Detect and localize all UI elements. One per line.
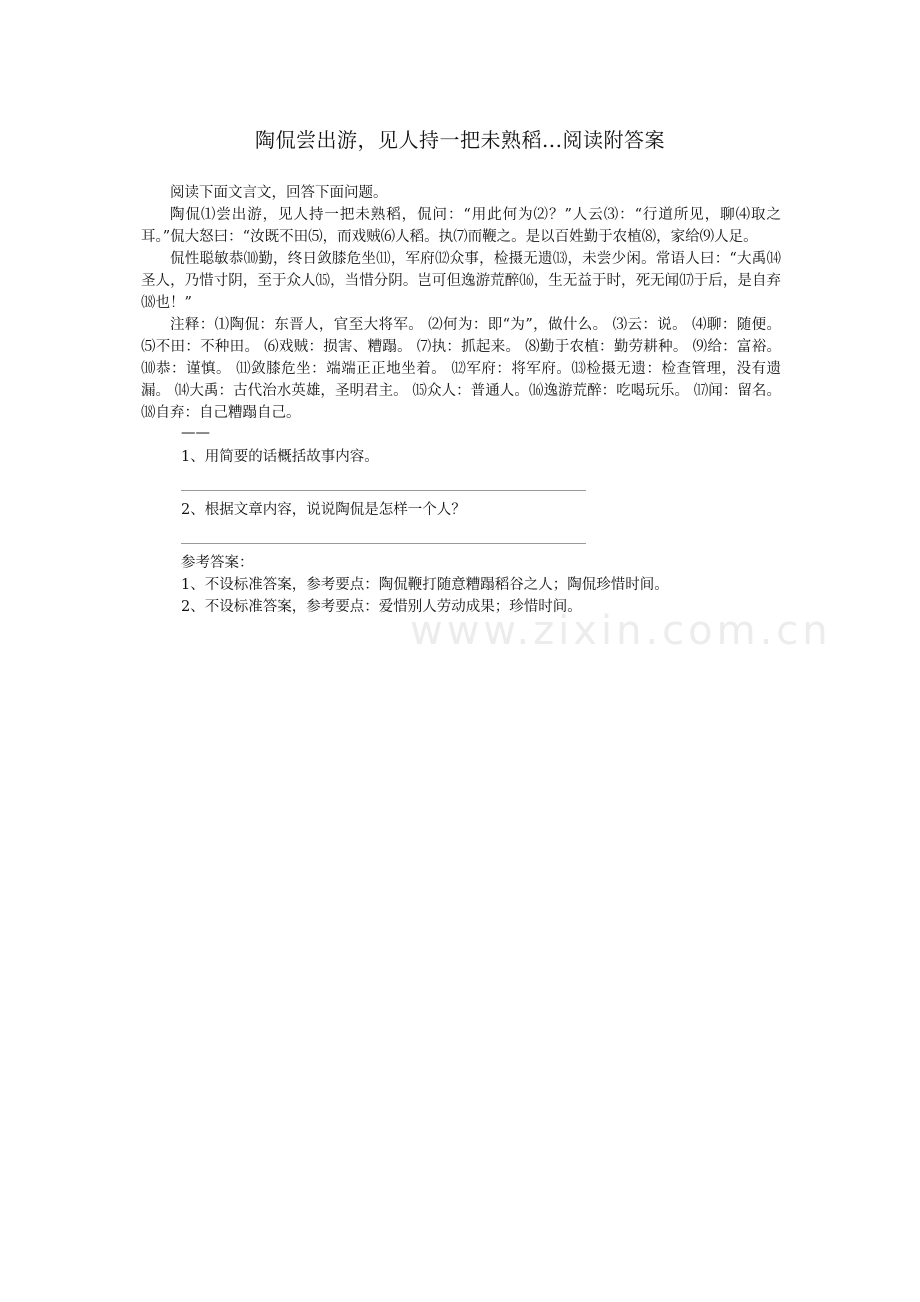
question-2: 2、根据文章内容，说说陶侃是怎样一个人？ bbox=[181, 502, 466, 518]
document-title: 陶侃尝出游，见人持一把未熟稻...阅读附答案 bbox=[254, 128, 666, 152]
document-body bbox=[141, 182, 781, 618]
separator-dash: —— bbox=[181, 425, 210, 441]
question-1: 1、用简要的话概括故事内容。 bbox=[181, 449, 379, 465]
watermark: www.zixin.com.cn bbox=[410, 608, 832, 654]
annotation-paragraph: 注释：⑴陶侃：东晋人，官至大将军。 ⑵何为：即“为”，做什么。 ⑶云：说。 ⑷聊：随便。 ⑸不田：不种田。 ⑹戏贼：损害、糟蹋。 ⑺执：抓起来。 ⑻勤于农植：勤劳耕种。 ⑼给：富裕。 ⑽恭：谨慎。 ⑾敛膝危坐：端端正正地坐着。 ⑿军府：将军府。⒀检摄无遗：检查管理，没有遗漏。 ⒁大禹：古代治水英雄，圣明君主。 ⒂众人：普通人。⒃逸游荒醉：吃喝玩乐。 ⒄闻：留名。 ⒅自弃：自己糟蹋自己。 bbox=[141, 317, 781, 421]
intro-text: 阅读下面文言文，回答下面问题。 bbox=[170, 185, 388, 201]
answer-2: 2、不设标准答案，参考要点：爱惜别人劳动成果；珍惜时间。 bbox=[181, 599, 582, 615]
answer-line-2[interactable] bbox=[181, 529, 586, 544]
answer-heading: 参考答案： bbox=[181, 555, 254, 571]
passage-paragraph-2: 侃性聪敏恭⑽勤，终日敛膝危坐⑾，军府⑿众事，检摄无遗⒀，未尝少闲。常语人曰：“大禹⒁圣人，乃惜寸阴，至于众人⒂，当惜分阴。岂可但逸游荒醉⒃，生无益于时，死无闻⒄于后，是自弃⒅也！” bbox=[141, 251, 781, 311]
answer-line-1[interactable] bbox=[181, 476, 586, 491]
passage-paragraph-1: 陶侃⑴尝出游，见人持一把未熟稻，侃问：“用此何为⑵？”人云⑶：“行道所见，聊⑷取之耳。”侃大怒曰：“汝既不田⑸，而戏贼⑹人稻。执⑺而鞭之。是以百姓勤于农植⑻，家给⑼人足。 bbox=[141, 207, 781, 245]
answer-1: 1、不设标准答案，参考要点：陶侃鞭打随意糟蹋稻谷之人；陶侃珍惜时间。 bbox=[181, 577, 669, 593]
